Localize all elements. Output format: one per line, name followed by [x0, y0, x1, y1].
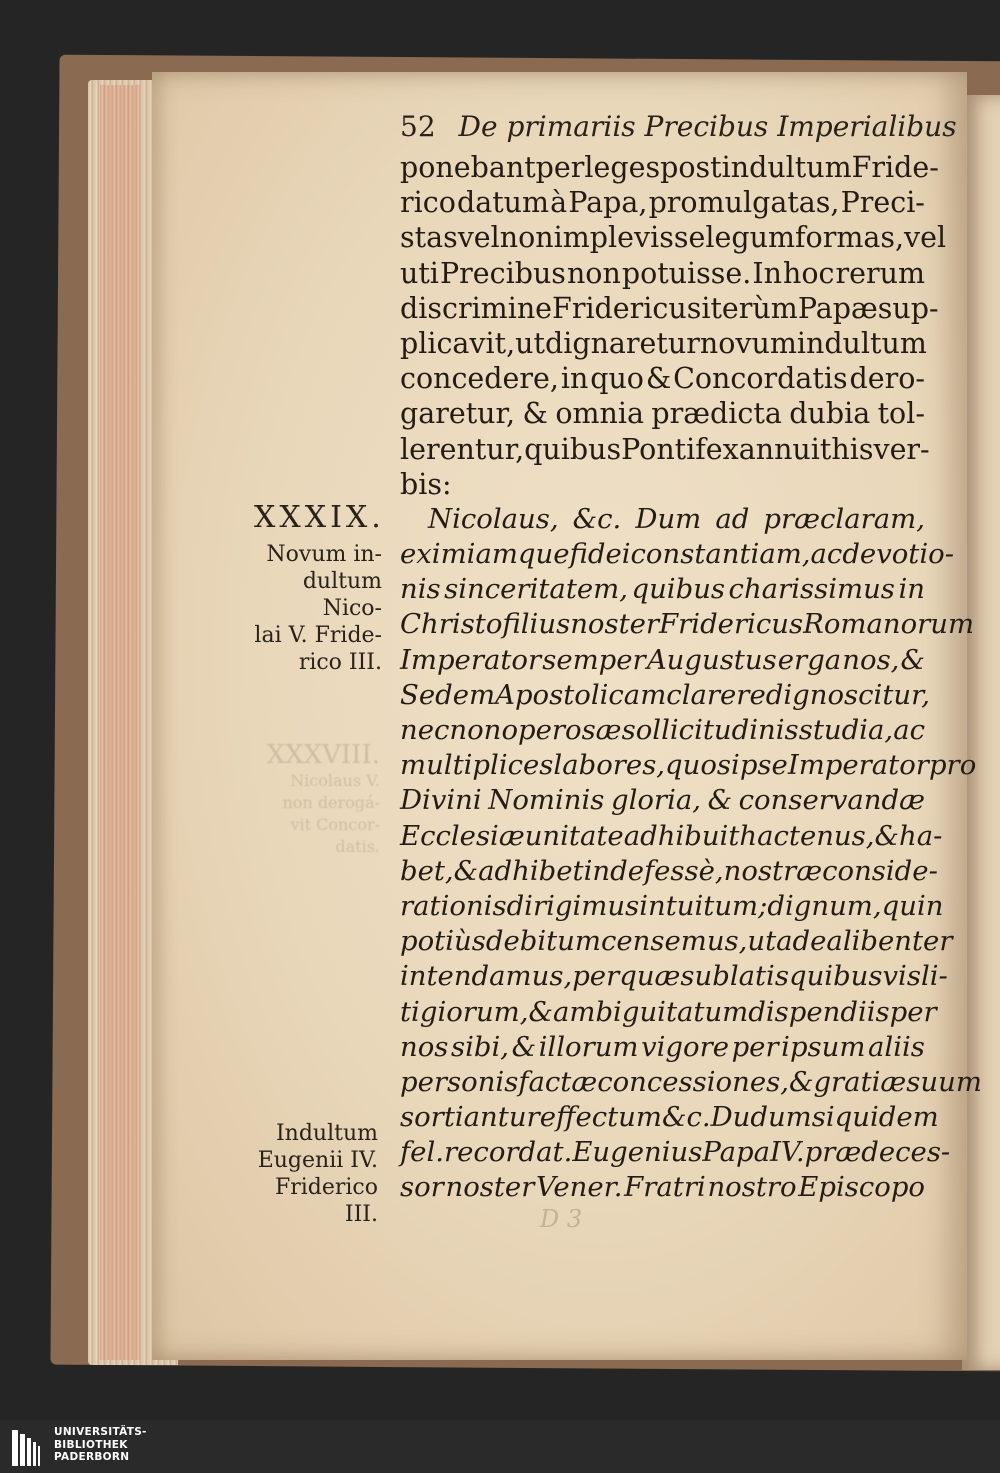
running-head: [400, 110, 957, 143]
word: charissimus: [728, 573, 895, 606]
text-line: [400, 185, 925, 220]
word: illorum: [538, 1030, 639, 1063]
text-line: [400, 537, 954, 572]
word: Fridericus: [552, 291, 702, 325]
word: promulgatas,: [648, 186, 840, 220]
word: non: [566, 256, 621, 290]
word: Concordatis: [673, 362, 848, 396]
library-name: [54, 1426, 147, 1464]
word: concessiones,: [597, 1065, 789, 1098]
word: gloria,: [610, 784, 702, 817]
word: semper: [542, 643, 646, 676]
word: nos: [400, 1030, 449, 1063]
text-line: [400, 1065, 982, 1100]
margin-note-line: dultum Nico-: [302, 569, 382, 621]
text-line: [400, 256, 925, 291]
library-logo-icon: [10, 1428, 46, 1468]
word: noster: [445, 1171, 535, 1204]
word: conside-: [822, 854, 938, 887]
word: sibi,: [450, 1030, 510, 1063]
word: erga: [777, 643, 842, 676]
word: fidei: [569, 538, 631, 571]
text-line: [400, 572, 925, 607]
word: personis: [400, 1065, 519, 1098]
library-name-line-1: UNIVERSITÄTS-: [54, 1426, 147, 1438]
text-line: [400, 396, 925, 431]
margin-note-line: lai V. Fride-: [254, 623, 382, 648]
word: Dudum: [710, 1101, 812, 1134]
word: Nominis: [488, 784, 605, 817]
word: &: [645, 362, 672, 396]
word: tigiorum,: [400, 995, 529, 1028]
word: annuit: [738, 432, 832, 466]
word: Pontifex: [621, 432, 739, 466]
word: IV.: [770, 1136, 805, 1169]
word: &: [528, 995, 553, 1028]
word: dignaretur: [544, 326, 700, 360]
bleed-through-line: vit Concor-: [290, 815, 380, 834]
word: &: [511, 1030, 537, 1063]
word: Dum: [635, 502, 702, 535]
word: Precibus: [439, 256, 566, 290]
word: Fratri: [624, 1171, 706, 1204]
word: potuisse.: [621, 256, 752, 290]
word: per: [572, 960, 620, 993]
word: adhibuit: [623, 819, 740, 852]
word: dero-: [849, 362, 925, 396]
word: siquidem: [811, 1101, 939, 1134]
word: ipsum: [781, 1030, 866, 1063]
word: recordat.: [444, 1136, 573, 1169]
facing-page-edge: [962, 95, 1000, 1370]
bleed-through-text: [250, 740, 380, 880]
word: In: [752, 256, 782, 290]
word: Preci-: [840, 186, 925, 220]
word: Sedem: [400, 678, 496, 711]
word: in: [898, 573, 925, 606]
word: quæ: [619, 960, 681, 993]
word: à: [550, 186, 568, 220]
word: suum: [906, 1065, 982, 1098]
word: rico: [400, 186, 456, 220]
word: dubia: [789, 397, 871, 431]
text-line: [400, 959, 948, 994]
word: datum: [456, 186, 550, 220]
margin-note-line: Novum in-: [266, 542, 382, 567]
word: quin: [881, 889, 944, 922]
word: &c.: [661, 1101, 711, 1134]
word: filius: [502, 608, 571, 641]
word: discrimine: [400, 291, 553, 325]
word: sinceritatem,: [444, 573, 628, 606]
word: libenter: [842, 925, 953, 958]
word: ut: [515, 326, 545, 360]
word: pro: [928, 749, 977, 782]
word: nos,: [842, 643, 900, 676]
text-line: [400, 748, 977, 783]
word: ambiguitatum: [552, 995, 749, 1028]
margin-note-line: Eugenii IV.: [257, 1148, 378, 1173]
text-line: [400, 1170, 925, 1205]
word: Papæ: [797, 291, 878, 325]
word: sublatis: [680, 960, 789, 993]
word: sor: [400, 1171, 444, 1204]
text-line: [400, 1100, 939, 1135]
text-line: [400, 502, 925, 537]
word: Vener.: [536, 1171, 623, 1204]
word: intuitum;: [639, 889, 768, 922]
word: tol-: [877, 397, 925, 431]
word: prædeces-: [804, 1136, 951, 1169]
word: &: [707, 784, 733, 817]
text-line: [400, 678, 930, 713]
word: bet,: [400, 854, 454, 887]
word: implevisse: [553, 221, 706, 255]
bleed-through-line: datis.: [335, 837, 380, 856]
margin-note-line: Indultum: [275, 1121, 378, 1146]
word: novum: [699, 326, 797, 360]
word: labores,: [553, 749, 666, 782]
word: omnia: [555, 397, 644, 431]
word: li-: [920, 960, 948, 993]
library-footer: [0, 1420, 1000, 1473]
word: rerum: [835, 256, 925, 290]
running-head-title: De primariis Precibus Imperialibus: [458, 110, 957, 143]
word: uti: [400, 256, 439, 290]
text-line: [400, 432, 930, 467]
word: quibusvis: [788, 960, 921, 993]
word: constantiam,: [630, 538, 811, 571]
text-line: [400, 326, 925, 361]
word: his: [831, 432, 874, 466]
word: Imperator: [787, 749, 929, 782]
library-name-line-3: PADERBORN: [54, 1451, 130, 1463]
word: vigore: [641, 1030, 729, 1063]
word: non: [499, 221, 554, 255]
bleed-through-line: non derogá-: [282, 793, 380, 812]
word: &: [453, 854, 479, 887]
word: per: [731, 1030, 779, 1063]
word: ac: [893, 714, 925, 746]
word: Fridericus: [659, 608, 804, 641]
word: Augustus: [646, 643, 777, 676]
word: Christo: [400, 608, 503, 641]
word: potiùs: [400, 925, 486, 958]
word: dirigimus: [506, 889, 640, 922]
word: Eugenius: [572, 1136, 703, 1169]
text-line: [400, 291, 939, 326]
text-line: [400, 713, 925, 748]
text-line: [400, 220, 947, 255]
word: indultum: [796, 326, 927, 360]
word: &: [874, 819, 899, 852]
body-text: [400, 150, 982, 1206]
word: per: [535, 151, 585, 184]
text-line: [400, 1030, 925, 1065]
word: Apostolicam: [495, 678, 667, 711]
word: ha-: [899, 819, 943, 852]
word: in: [560, 362, 589, 396]
text-line: [400, 467, 925, 502]
word: quo: [590, 362, 644, 396]
word: operosæ: [501, 714, 622, 746]
word: Papa: [702, 1136, 770, 1169]
word: quibus: [631, 573, 726, 606]
text-line: [400, 995, 937, 1030]
word: sortiantur: [400, 1101, 540, 1134]
word: stas: [400, 221, 458, 255]
word: garetur,: [400, 397, 516, 431]
word: dispendiis: [748, 995, 890, 1028]
word: &: [788, 1065, 814, 1098]
bleed-through-line: Nicolaus V.: [290, 771, 380, 790]
bleed-through-line: XXXVIII.: [266, 740, 380, 770]
text-line: [400, 819, 943, 854]
text-line: [400, 607, 975, 642]
word: dignum,: [767, 889, 882, 922]
word: gratiæ: [813, 1065, 907, 1098]
margin-note-novum-indultum: [250, 541, 382, 676]
word: nostræ: [723, 854, 823, 887]
word: plicavit,: [400, 326, 516, 360]
word: dignoscitur,: [765, 678, 930, 711]
word: Fride-: [851, 151, 939, 184]
text-line: [400, 150, 939, 185]
page-number: 52: [400, 110, 436, 143]
word: multiplices: [400, 749, 554, 782]
word: Papa,: [568, 186, 648, 220]
word: quos: [665, 749, 732, 782]
word: prædicta: [651, 397, 782, 431]
word: vel: [457, 221, 500, 255]
word: studia,: [798, 714, 894, 746]
library-name-line-2: BIBLIOTHEK: [54, 1438, 128, 1451]
word: quibus: [524, 432, 622, 466]
word: iterùm: [701, 291, 798, 325]
word: bis:: [400, 467, 452, 501]
margin-note-line: rico III.: [298, 650, 382, 675]
word: adhibet: [478, 854, 584, 887]
text-line: [400, 783, 925, 818]
word: unitate: [524, 819, 624, 852]
word: legum: [705, 221, 795, 255]
word: nostro: [707, 1171, 797, 1204]
signature-mark: D 3: [540, 1205, 583, 1233]
word: hactenus,: [739, 819, 875, 852]
word: &: [522, 397, 548, 431]
word: ac: [810, 538, 843, 571]
word: Romanorum: [803, 608, 975, 641]
text-line: [400, 643, 925, 678]
word: ea: [810, 925, 843, 958]
word: ipse: [731, 749, 788, 782]
text-line: [400, 854, 938, 889]
word: Ecclesiæ: [400, 819, 525, 852]
word: nis: [400, 573, 441, 606]
word: rationis: [400, 889, 507, 922]
margin-note-indultum-eugenii: [238, 1120, 378, 1228]
word: ad: [776, 925, 811, 958]
word: per: [889, 995, 937, 1028]
word: &c.: [572, 502, 622, 535]
word: leges: [584, 151, 661, 184]
word: præclaram,: [763, 502, 925, 535]
section-number: XXXIX.: [254, 500, 385, 535]
word: &: [900, 643, 925, 676]
word: Imperator: [400, 643, 542, 676]
word: censemus,: [600, 925, 748, 958]
word: indefessè,: [583, 854, 724, 887]
word: eximiamque: [400, 538, 570, 571]
word: clarere: [666, 678, 766, 711]
word: Nicolaus,: [428, 502, 559, 535]
word: fel.: [400, 1136, 444, 1169]
word: indultum: [721, 151, 852, 184]
word: hoc: [783, 256, 835, 290]
word: post: [660, 151, 722, 184]
word: vel: [904, 221, 947, 255]
word: sup-: [877, 291, 939, 325]
word: necnon: [400, 714, 502, 746]
word: factæ: [518, 1065, 598, 1098]
text-line: [400, 361, 925, 396]
word: conservandæ: [738, 784, 925, 817]
text-line: [400, 924, 953, 959]
word: Episcopo: [798, 1171, 925, 1204]
word: Divini: [400, 784, 482, 817]
word: lerentur,: [400, 432, 525, 466]
word: ut: [747, 925, 777, 958]
text-line: [400, 1135, 951, 1170]
word: ad: [715, 502, 750, 535]
word: aliis: [868, 1030, 925, 1063]
word: debitum: [485, 925, 601, 958]
word: concedere,: [400, 362, 559, 396]
text-line: [400, 889, 944, 924]
page-edges-stain: [100, 85, 140, 1360]
word: devotio-: [842, 538, 954, 571]
word: intendamus,: [400, 960, 573, 993]
margin-note-line: Friderico III.: [274, 1175, 378, 1227]
word: ver-: [873, 432, 930, 466]
word: sollicitudinis: [621, 714, 799, 746]
word: effectum: [539, 1101, 662, 1134]
word: ponebant: [400, 151, 536, 184]
word: formas,: [794, 221, 905, 255]
word: noster: [570, 608, 660, 641]
